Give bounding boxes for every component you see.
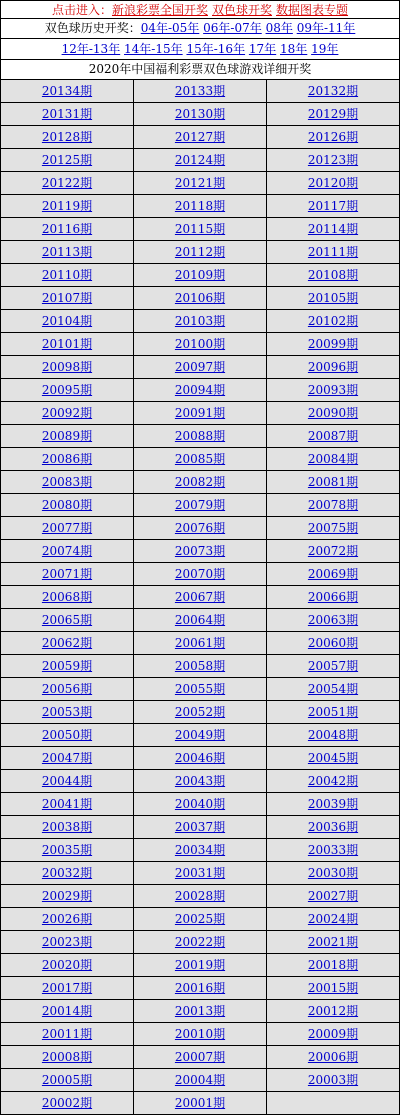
issue-cell [0,425,133,448]
issue-link[interactable]: 20084期 [307,452,359,466]
issue-link[interactable]: 20008期 [41,1050,93,1064]
issue-cell [266,333,400,356]
issue-link[interactable]: 20034期 [174,843,226,857]
issue-cell [266,586,400,609]
history-link-06-07[interactable]: 06年-07年 [203,21,262,35]
issue-cell [266,747,400,770]
issue-cell [266,172,400,195]
issue-cell [0,287,133,310]
issue-link[interactable]: 20089期 [41,429,93,443]
history-links-row-1 [0,19,400,39]
issue-link[interactable]: 20065期 [41,613,93,627]
issue-link[interactable]: 20042期 [307,774,359,788]
issue-cell [266,287,400,310]
issue-cell [133,241,266,264]
issue-cell [266,149,400,172]
issue-cell [266,379,400,402]
issue-cell [0,333,133,356]
issue-cell [0,954,133,977]
issue-cell [133,195,266,218]
history-link-08[interactable]: 08年 [265,21,293,35]
issue-cell [0,172,133,195]
issue-link[interactable]: 20077期 [41,521,93,535]
issue-link[interactable]: 20047期 [41,751,93,765]
issue-link[interactable]: 20005期 [41,1073,93,1087]
issue-link[interactable]: 20041期 [41,797,93,811]
issue-link[interactable]: 20119期 [41,199,93,213]
issue-cell [133,149,266,172]
issue-link[interactable]: 20063期 [307,613,359,627]
issue-cell [133,310,266,333]
issue-cell [133,1069,266,1092]
issue-link[interactable]: 20118期 [174,199,226,213]
issue-link[interactable]: 20059期 [41,659,93,673]
issue-link[interactable]: 20085期 [174,452,226,466]
issue-cell [133,540,266,563]
issue-cell [0,632,133,655]
issue-cell [133,770,266,793]
issue-cell [133,80,266,103]
issue-link[interactable]: 20133期 [174,84,226,98]
issue-link[interactable]: 20052期 [174,705,226,719]
issue-link[interactable]: 20046期 [174,751,226,765]
issue-cell [0,1046,133,1069]
history-link-14-15[interactable]: 14年-15年 [124,42,183,56]
issue-cell [266,977,400,1000]
issue-cell [266,402,400,425]
issue-cell [0,149,133,172]
issue-cell [133,954,266,977]
issue-link[interactable]: 20100期 [174,337,226,351]
issue-link[interactable]: 20114期 [307,222,359,236]
issue-cell [0,264,133,287]
issue-cell [266,218,400,241]
issue-cell [133,218,266,241]
issue-cell [0,1092,133,1115]
issue-link[interactable]: 20117期 [307,199,359,213]
issue-cell [0,747,133,770]
issue-cell [266,494,400,517]
issue-cell [0,931,133,954]
issue-link[interactable]: 20038期 [41,820,93,834]
issue-cell [266,701,400,724]
issue-link[interactable]: 20064期 [174,613,226,627]
issue-cell [0,218,133,241]
issue-link[interactable]: 20106期 [174,291,226,305]
issue-cell [266,471,400,494]
issue-link[interactable]: 20099期 [307,337,359,351]
issue-cell [133,448,266,471]
issue-link[interactable]: 20112期 [174,245,226,259]
issue-cell [133,425,266,448]
issue-link[interactable]: 20006期 [307,1050,359,1064]
issue-link[interactable]: 20108期 [307,268,359,282]
issue-cell [0,701,133,724]
issue-link[interactable]: 20048期 [307,728,359,742]
issue-link[interactable]: 20025期 [174,912,226,926]
issue-link[interactable]: 20095期 [41,383,93,397]
issue-link[interactable]: 20128期 [41,130,93,144]
history-link-17[interactable]: 17年 [248,42,277,56]
issue-cell [133,1023,266,1046]
issue-cell [266,885,400,908]
issue-cell [0,494,133,517]
issue-cell [266,195,400,218]
issue-link[interactable]: 20027期 [307,889,359,903]
issue-link[interactable]: 20002期 [41,1096,93,1110]
issue-link[interactable]: 20122期 [41,176,93,190]
issue-cell [0,517,133,540]
issue-cell [266,908,400,931]
history-label: 双色球历史开奖： [44,21,141,35]
issue-cell [133,172,266,195]
issue-cell [266,862,400,885]
issue-link[interactable]: 20107期 [41,291,93,305]
issue-link[interactable]: 20094期 [174,383,226,397]
issue-link[interactable]: 20037期 [174,820,226,834]
issue-link[interactable]: 20060期 [307,636,359,650]
issue-cell [0,586,133,609]
issue-cell [266,954,400,977]
promo-bar [0,0,400,19]
issue-cell [133,1092,266,1115]
issue-cell [133,862,266,885]
issue-cell [133,632,266,655]
issue-link[interactable]: 20070期 [174,567,226,581]
issue-cell [133,839,266,862]
issue-cell [0,241,133,264]
issue-link[interactable]: 20039期 [307,797,359,811]
issue-link[interactable]: 20058期 [174,659,226,673]
issue-cell [0,103,133,126]
issue-link[interactable]: 20079期 [174,498,226,512]
issue-link[interactable]: 20035期 [41,843,93,857]
issue-cell [266,655,400,678]
issue-link[interactable]: 20132期 [307,84,359,98]
issue-link[interactable]: 20113期 [41,245,93,259]
issue-cell [266,517,400,540]
promo-link-data-charts[interactable]: 数据图表专题 [276,3,349,17]
issue-cell [266,356,400,379]
issue-cell [133,563,266,586]
issue-cell [266,563,400,586]
issue-link[interactable]: 20009期 [307,1027,359,1041]
issue-link[interactable]: 20013期 [174,1004,226,1018]
issue-cell [0,471,133,494]
issue-link[interactable]: 20123期 [307,153,359,167]
issue-cell [266,678,400,701]
issue-link[interactable]: 20071期 [41,567,93,581]
issue-link[interactable]: 20057期 [307,659,359,673]
issue-link[interactable]: 20049期 [174,728,226,742]
issue-cell [0,356,133,379]
issue-link[interactable]: 20045期 [307,751,359,765]
issue-link[interactable]: 20007期 [174,1050,226,1064]
issue-link[interactable]: 20129期 [307,107,359,121]
issue-cell [133,747,266,770]
promo-link-ssq-draws[interactable]: 双色球开奖 [212,3,273,17]
issue-cell [266,310,400,333]
issue-cell [0,563,133,586]
issue-link[interactable]: 20111期 [307,245,359,259]
issue-cell [133,103,266,126]
issue-cell [266,241,400,264]
issue-link[interactable]: 20019期 [174,958,226,972]
issue-link[interactable]: 20069期 [307,567,359,581]
issue-link[interactable]: 20134期 [41,84,93,98]
issue-cell [133,264,266,287]
issue-cell [0,195,133,218]
issue-link[interactable]: 20055期 [174,682,226,696]
issue-cell [133,977,266,1000]
issue-link[interactable]: 20067期 [174,590,226,604]
issue-cell [0,1069,133,1092]
issue-cell [133,379,266,402]
issue-link[interactable]: 20086期 [41,452,93,466]
issue-link[interactable]: 20016期 [174,981,226,995]
issue-cell [0,678,133,701]
issue-link[interactable]: 20116期 [41,222,93,236]
issue-cell [133,701,266,724]
issue-link[interactable]: 20030期 [307,866,359,880]
issue-link[interactable]: 20098期 [41,360,93,374]
issue-cell [0,310,133,333]
issue-cell [266,425,400,448]
issue-cell [0,770,133,793]
issue-link[interactable]: 20109期 [174,268,226,282]
issue-cell [266,839,400,862]
issue-cell [133,471,266,494]
promo-link-national-draws[interactable]: 新浪彩票全国开奖 [111,3,208,17]
issue-cell [0,885,133,908]
issue-link[interactable]: 20033期 [307,843,359,857]
issue-link[interactable]: 20043期 [174,774,226,788]
issue-link[interactable]: 20031期 [174,866,226,880]
issue-link[interactable]: 20044期 [41,774,93,788]
issue-cell [266,80,400,103]
issue-cell [266,770,400,793]
issue-link[interactable]: 20087期 [307,429,359,443]
issue-cell [0,126,133,149]
issue-link[interactable]: 20081期 [307,475,359,489]
promo-prefix: 点击进入： [51,3,112,17]
issue-link[interactable]: 20024期 [307,912,359,926]
issue-cell [0,793,133,816]
issue-link[interactable]: 20126期 [307,130,359,144]
issue-link[interactable]: 20056期 [41,682,93,696]
issue-grid [0,80,400,1115]
issue-cell [0,1000,133,1023]
issue-cell [266,1069,400,1092]
issue-link[interactable]: 20080期 [41,498,93,512]
issue-link[interactable]: 20001期 [174,1096,226,1110]
issue-cell [133,287,266,310]
issue-cell [133,494,266,517]
issue-link[interactable]: 20068期 [41,590,93,604]
issue-cell [0,1023,133,1046]
issue-link[interactable]: 20036期 [307,820,359,834]
issue-link[interactable]: 20054期 [307,682,359,696]
issue-link[interactable]: 20131期 [41,107,93,121]
issue-link[interactable]: 20018期 [307,958,359,972]
issue-link[interactable]: 20051期 [307,705,359,719]
issue-link[interactable]: 20040期 [174,797,226,811]
issue-link[interactable]: 20125期 [41,153,93,167]
issue-cell [133,724,266,747]
issue-cell [0,724,133,747]
issue-link[interactable]: 20011期 [41,1027,93,1041]
issue-link[interactable]: 20021期 [307,935,359,949]
issue-cell [0,839,133,862]
issue-link[interactable]: 20010期 [174,1027,226,1041]
issue-cell [0,540,133,563]
issue-cell [266,1000,400,1023]
issue-link[interactable]: 20093期 [307,383,359,397]
issue-cell [266,632,400,655]
issue-link[interactable]: 20088期 [174,429,226,443]
issue-cell [133,885,266,908]
history-link-04-05[interactable]: 04年-05年 [140,21,200,35]
issue-cell [133,402,266,425]
issue-cell [133,655,266,678]
issue-link[interactable]: 20090期 [307,406,359,420]
issue-cell [133,931,266,954]
issue-link[interactable]: 20105期 [307,291,359,305]
issue-cell [0,379,133,402]
issue-link[interactable]: 20092期 [41,406,93,420]
issue-cell [266,724,400,747]
issue-link[interactable]: 20074期 [41,544,93,558]
issue-cell [133,793,266,816]
issue-cell [266,126,400,149]
issue-cell [133,908,266,931]
issue-cell [133,356,266,379]
issue-cell [0,655,133,678]
issue-link[interactable]: 20023期 [41,935,93,949]
issue-cell [133,517,266,540]
issue-link[interactable]: 20101期 [41,337,93,351]
issue-cell [133,609,266,632]
issue-link[interactable]: 20110期 [41,268,93,282]
issue-cell [266,1046,400,1069]
issue-cell [133,678,266,701]
issue-cell [266,609,400,632]
issue-link[interactable]: 20124期 [174,153,226,167]
empty-cell [266,1092,400,1115]
issue-link[interactable]: 20072期 [307,544,359,558]
issue-link[interactable]: 20026期 [41,912,93,926]
issue-link[interactable]: 20014期 [41,1004,93,1018]
issue-link[interactable]: 20115期 [174,222,226,236]
issue-link[interactable]: 20104期 [41,314,93,328]
history-link-18[interactable]: 18年 [280,42,308,56]
issue-link[interactable]: 20076期 [174,521,226,535]
issue-link[interactable]: 20020期 [41,958,93,972]
issue-cell [133,586,266,609]
issue-link[interactable]: 20097期 [174,360,226,374]
issue-cell [0,402,133,425]
issue-cell [133,816,266,839]
issue-link[interactable]: 20003期 [307,1073,359,1087]
issue-cell [266,540,400,563]
issue-link[interactable]: 20130期 [174,107,226,121]
issue-link[interactable]: 20017期 [41,981,93,995]
issue-cell [0,80,133,103]
issue-cell [133,1000,266,1023]
history-links-row-2 [0,39,400,60]
issue-link[interactable]: 20083期 [41,475,93,489]
issue-link[interactable]: 20062期 [41,636,93,650]
issue-link[interactable]: 20103期 [174,314,226,328]
issue-link[interactable]: 20015期 [307,981,359,995]
issue-cell [266,103,400,126]
issue-cell [266,1023,400,1046]
issue-cell [266,264,400,287]
issue-link[interactable]: 20004期 [174,1073,226,1087]
issue-link[interactable]: 20029期 [41,889,93,903]
issue-link[interactable]: 20121期 [174,176,226,190]
issue-link[interactable]: 20075期 [307,521,359,535]
issue-cell [266,816,400,839]
issue-link[interactable]: 20012期 [307,1004,359,1018]
issue-cell [266,448,400,471]
section-title: 2020年中国福利彩票双色球游戏详细开奖 [0,60,400,80]
issue-link[interactable]: 20028期 [174,889,226,903]
issue-cell [0,977,133,1000]
issue-link[interactable]: 20078期 [307,498,359,512]
issue-cell [0,816,133,839]
history-link-15-16[interactable]: 15年-16年 [186,42,246,56]
issue-link[interactable]: 20102期 [307,314,359,328]
issue-link[interactable]: 20120期 [307,176,359,190]
history-link-12-13[interactable]: 12年-13年 [61,42,121,56]
issue-cell [133,1046,266,1069]
issue-cell [133,126,266,149]
issue-cell [0,862,133,885]
issue-link[interactable]: 20127期 [174,130,226,144]
issue-link[interactable]: 20050期 [41,728,93,742]
issue-cell [266,931,400,954]
issue-cell [0,908,133,931]
issue-link[interactable]: 20022期 [174,935,226,949]
issue-link[interactable]: 20066期 [307,590,359,604]
history-link-19[interactable]: 19年 [311,42,339,56]
issue-link[interactable]: 20061期 [174,636,226,650]
issue-cell [0,448,133,471]
issue-link[interactable]: 20053期 [41,705,93,719]
issue-link[interactable]: 20073期 [174,544,226,558]
issue-link[interactable]: 20082期 [174,475,226,489]
issue-link[interactable]: 20032期 [41,866,93,880]
issue-cell [266,793,400,816]
history-link-09-11[interactable]: 09年-11年 [296,21,356,35]
issue-link[interactable]: 20096期 [307,360,359,374]
issue-cell [0,609,133,632]
issue-link[interactable]: 20091期 [174,406,226,420]
issue-cell [133,333,266,356]
